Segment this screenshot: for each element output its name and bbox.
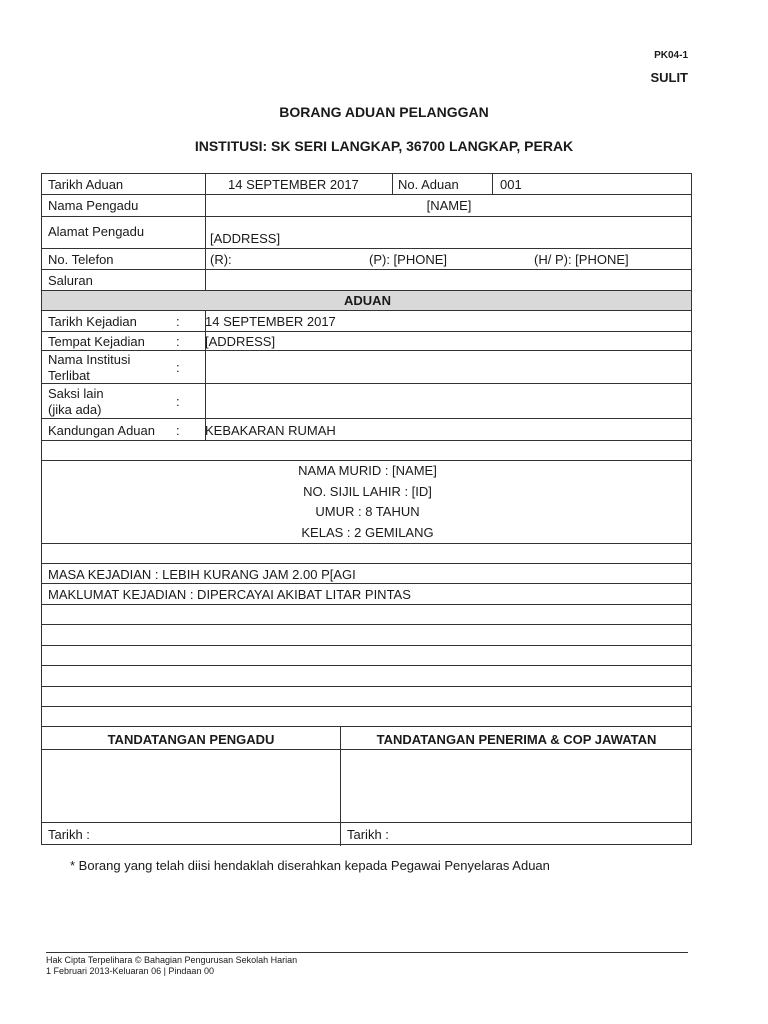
- name-label: Nama Pengadu: [48, 198, 139, 213]
- channel-label: Saluran: [48, 273, 93, 288]
- address-value: [ADDRESS]: [210, 231, 281, 246]
- colon: :: [176, 334, 180, 349]
- submission-note: * Borang yang telah diisi hendaklah diserahkan kepada Pegawai Penyelaras Aduan: [70, 858, 550, 873]
- institution-label-line1: Nama Institusi: [48, 352, 131, 367]
- footer-divider: [46, 952, 688, 953]
- complaint-no-label: No. Aduan: [398, 177, 459, 192]
- date-value: 14 SEPTEMBER 2017: [228, 177, 359, 192]
- witness-label-line2: (jika ada): [48, 402, 102, 417]
- colon: :: [176, 394, 180, 409]
- institution-heading: INSTITUSI: SK SERI LANGKAP, 36700 LANGKAP, PERAK: [194, 138, 574, 154]
- colon: :: [176, 314, 180, 329]
- complainant-date-label: Tarikh :: [48, 827, 90, 842]
- content-label: Kandungan Aduan: [48, 423, 155, 438]
- incident-place-value: [ADDRESS]: [205, 334, 276, 349]
- footer-version: 1 Februari 2013-Keluaran 06 | Pindaan 00: [46, 966, 214, 976]
- incident-date-label: Tarikh Kejadian: [48, 314, 137, 329]
- form-title: BORANG ADUAN PELANGGAN: [279, 104, 489, 120]
- receiver-date-label: Tarikh :: [347, 827, 389, 842]
- age: UMUR : 8 TAHUN: [315, 504, 420, 519]
- footer-copyright: Hak Cipta Terpelihara © Bahagian Pengurusan Sekolah Harian: [46, 955, 298, 965]
- complaint-no-value: 001: [500, 177, 522, 192]
- student-name: NAMA MURID : [NAME]: [298, 463, 437, 478]
- complainant-signature-title: TANDATANGAN PENGADU: [107, 732, 275, 747]
- colon: :: [176, 360, 180, 375]
- receiver-signature-title: TANDATANGAN PENERIMA & COP JAWATAN: [376, 732, 657, 747]
- incident-time: MASA KEJADIAN : LEBIH KURANG JAM 2.00 P[AGI: [48, 567, 356, 582]
- phone-label: No. Telefon: [48, 252, 114, 267]
- birth-cert: NO. SIJIL LAHIR : [ID]: [303, 484, 432, 499]
- date-label: Tarikh Aduan: [48, 177, 124, 192]
- classification-label: SULIT: [650, 70, 688, 85]
- phone-home: (R):: [210, 252, 232, 267]
- address-label: Alamat Pengadu: [48, 224, 145, 239]
- phone-office: (P): [PHONE]: [369, 252, 448, 267]
- name-value: [NAME]: [426, 198, 472, 213]
- colon: :: [176, 423, 180, 438]
- document-code: PK04-1: [654, 50, 688, 61]
- incident-info: MAKLUMAT KEJADIAN : DIPERCAYAI AKIBAT LITAR PINTAS: [48, 587, 411, 602]
- class: KELAS : 2 GEMILANG: [301, 525, 434, 540]
- section-title: ADUAN: [344, 293, 391, 308]
- complaint-form-table: [41, 173, 692, 845]
- institution-label-line2: Terlibat: [48, 368, 90, 383]
- incident-date-value: 14 SEPTEMBER 2017: [205, 314, 336, 329]
- witness-label-line1: Saksi lain: [48, 386, 104, 401]
- content-value: KEBAKARAN RUMAH: [205, 423, 336, 438]
- phone-mobile: (H/ P): [PHONE]: [534, 252, 629, 267]
- incident-place-label: Tempat Kejadian: [48, 334, 145, 349]
